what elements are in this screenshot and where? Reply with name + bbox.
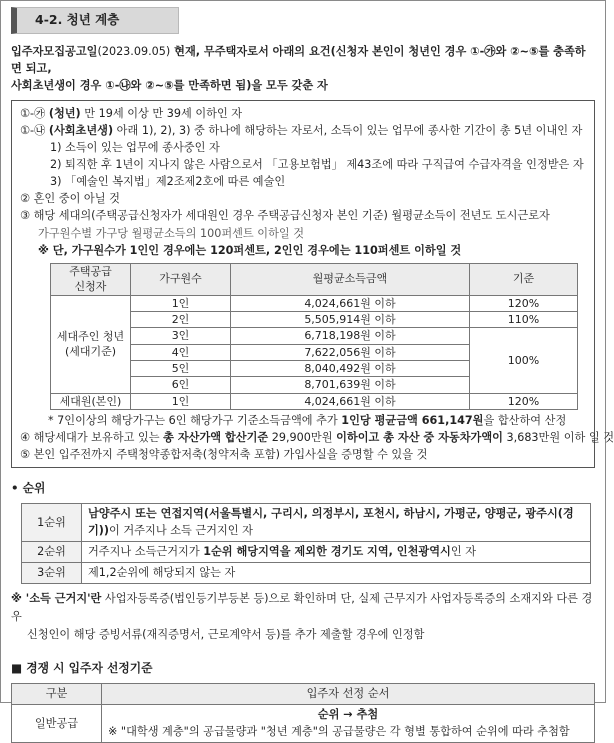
selection-order: 순위 → 추첨 <box>317 708 379 722</box>
condition-3-note: ※ 단, 가구원수가 1인인 경우에는 120퍼센트, 2인인 경우에는 110퍼센트 이하일 것 <box>38 243 462 257</box>
rank-label: 1순위 <box>22 504 82 541</box>
income-amount: 5,505,914원 이하 <box>231 311 470 327</box>
income-group-household-member: 세대원(본인) <box>51 393 131 409</box>
rank-bold: 남양주시 또는 연접지역(서울특별시, 구리시, 의정부시, 포천시, 하남시, 가평군, 양평군, 광주시(경기)) <box>88 507 574 537</box>
condition-1b-sub1: 1) 소득이 있는 업무에 종사중인 자 <box>50 141 220 155</box>
income-members: 5인 <box>131 361 231 377</box>
star-note-bold: 1인당 평균금액 661,147원 <box>341 414 484 428</box>
condition-1b-number: ①-㉯ <box>20 124 46 138</box>
income-amount: 8,701,639원 이하 <box>231 377 470 393</box>
ranking-row <box>22 504 591 541</box>
condition-3-line1: ③ 해당 세대의(주택공급신청자가 세대원인 경우 주택공급신청자 본인 기준) 월평균소득이 전년도 도시근로자 <box>20 209 550 223</box>
footnote-continuation: 신청인이 해당 증빙서류(재직증명서, 근로계약서 등)를 추가 제출할 경우에 인정함 <box>27 628 425 642</box>
income-row <box>51 295 578 311</box>
income-amount: 6,718,198원 이하 <box>231 328 470 344</box>
selection-heading: ■ 경쟁 시 입주자 선정기준 <box>11 661 153 676</box>
selection-row <box>12 705 595 742</box>
income-base-footnote <box>11 590 595 644</box>
income-standard: 100% <box>470 328 578 394</box>
star-note-pre: * 7인이상의 해당가구는 6인 해당가구 기준소득금액에 추가 <box>48 414 342 428</box>
income-members: 4인 <box>131 344 231 360</box>
income-amount: 7,622,056원 이하 <box>231 344 470 360</box>
section-title: 4-2. 청년 계층 <box>11 7 179 34</box>
rank-bold: 1순위 해당지역을 제외한 경기도 지역, 인천광역시 <box>203 544 451 558</box>
intro-text-3: 사회초년생이 경우 ①-㉯와 ②~⑤를 만족하면 됨)을 모두 갖춘 자 <box>11 78 328 92</box>
condition-5: ⑤ 본인 입주전까지 주택청약종합저축(청약저축 포함) 가입사실을 증명할 수 있을 것 <box>20 448 428 462</box>
income-amount: 4,024,661원 이하 <box>231 295 470 311</box>
selection-category: 일반공급 <box>12 705 102 742</box>
star-note-post: 을 합산하여 산정 <box>483 414 567 428</box>
income-group-head-of-household <box>51 295 131 393</box>
income-row <box>51 311 578 327</box>
income-standard: 120% <box>470 295 578 311</box>
income-members: 6인 <box>131 377 231 393</box>
ranking-heading: • 순위 <box>11 481 46 496</box>
condition-1a <box>20 105 586 122</box>
income-header-members: 가구원수 <box>131 263 231 295</box>
income-header-amount: 월평균소득금액 <box>231 263 470 295</box>
income-header-standard: 기준 <box>470 263 578 295</box>
condition-1b-text: 아래 1), 2), 3) 중 하나에 해당하는 자로서, 소득이 있는 업무에 종사한 기간이 총 5년 이내인 자 <box>113 124 583 138</box>
income-members: 3인 <box>131 328 231 344</box>
intro-text-1: 입주자모집공고일 <box>11 45 98 58</box>
condition-4-bold2: 이하이고 총 자산 중 자동차가액이 <box>336 431 503 445</box>
income-row <box>51 328 578 344</box>
condition-4-bold1: 총 자산가액 합산기준 <box>163 431 269 445</box>
condition-4-pre: ④ 해당세대가 보유하고 있는 <box>20 431 164 445</box>
condition-2: ② 혼인 중이 아닐 것 <box>20 192 120 206</box>
ranking-row <box>22 563 591 584</box>
income-amount: 8,040,492원 이하 <box>231 361 470 377</box>
selection-table <box>11 683 595 743</box>
condition-1b <box>20 122 586 139</box>
income-header-applicant: 주택공급 신청자 <box>51 263 131 295</box>
rank-label: 3순위 <box>22 563 82 584</box>
condition-1b-sub2: 2) 퇴직한 후 1년이 지나지 않은 사람으로서 「고용보험법」 제43조에 따라 구직급여 수급자격을 인정받은 자 <box>50 158 584 172</box>
income-standard: 120% <box>470 393 578 409</box>
rank-text: 이 거주지나 소득 근거지인 자 <box>109 523 253 537</box>
condition-4-post: 3,683만원 이하 일 것 <box>502 431 614 445</box>
condition-4 <box>20 429 614 446</box>
income-members: 1인 <box>131 393 231 409</box>
group1-label-a: 세대주인 청년 <box>56 329 125 343</box>
income-amount: 4,024,661원 이하 <box>231 393 470 409</box>
selection-order-cell <box>102 705 595 742</box>
group1-label-b: (세대기준) <box>64 345 117 359</box>
income-row <box>51 393 578 409</box>
intro-text-2: 현재, 무주택자로서 아래의 요건(신청자 본인이 청년인 경우 ①-㉮와 ②~⑤를 충족하면 되고, <box>11 45 586 75</box>
selection-note: ※ "대학생 계층"의 공급물량과 "청년 계층"의 공급물량은 각 형별 통합하여 순위에 따라 추첨함 <box>108 724 570 738</box>
income-standard: 110% <box>470 311 578 327</box>
income-members: 1인 <box>131 295 231 311</box>
rank-description <box>82 541 591 562</box>
selection-header-category: 구분 <box>12 684 102 705</box>
footnote-text: 사업자등록증(법인등기부등본 등)으로 확인하며 단, 실제 근무지가 사업자등록증의 소재지와 다른 경우 <box>11 592 593 624</box>
rank-pre: 거주지나 소득근거지가 <box>88 544 204 558</box>
condition-1b-label: (사회초년생) <box>48 124 114 138</box>
intro-date: (2023.09.05) <box>97 45 171 58</box>
ranking-table <box>21 503 591 584</box>
rank-text: 제1,2순위에 해당되지 않는 자 <box>82 563 591 584</box>
eligibility-intro <box>11 44 595 94</box>
condition-1a-text: 만 19세 이상 만 39세 이하인 자 <box>80 107 243 121</box>
ranking-row <box>22 541 591 562</box>
income-members: 2인 <box>131 311 231 327</box>
conditions-box <box>11 100 614 468</box>
income-table <box>50 263 578 411</box>
rank-text: 인 자 <box>450 544 477 558</box>
condition-1a-label: (청년) <box>48 107 81 121</box>
rank-label: 2순위 <box>22 541 82 562</box>
condition-1a-number: ①-㉮ <box>20 107 46 121</box>
condition-3-line2: 가구원수별 가구당 월평균소득의 100퍼센트 이하일 것 <box>38 226 305 240</box>
selection-header-order: 입주자 선정 순서 <box>102 684 595 705</box>
rank-description <box>82 504 591 541</box>
star-note <box>20 412 586 429</box>
footnote-label: ※ '소득 근거지'란 <box>11 592 102 606</box>
condition-1b-sub3: 3) 「예술인 복지법」제2조제2호에 따른 예술인 <box>50 175 286 189</box>
condition-4-mid: 29,900만원 <box>268 431 337 445</box>
